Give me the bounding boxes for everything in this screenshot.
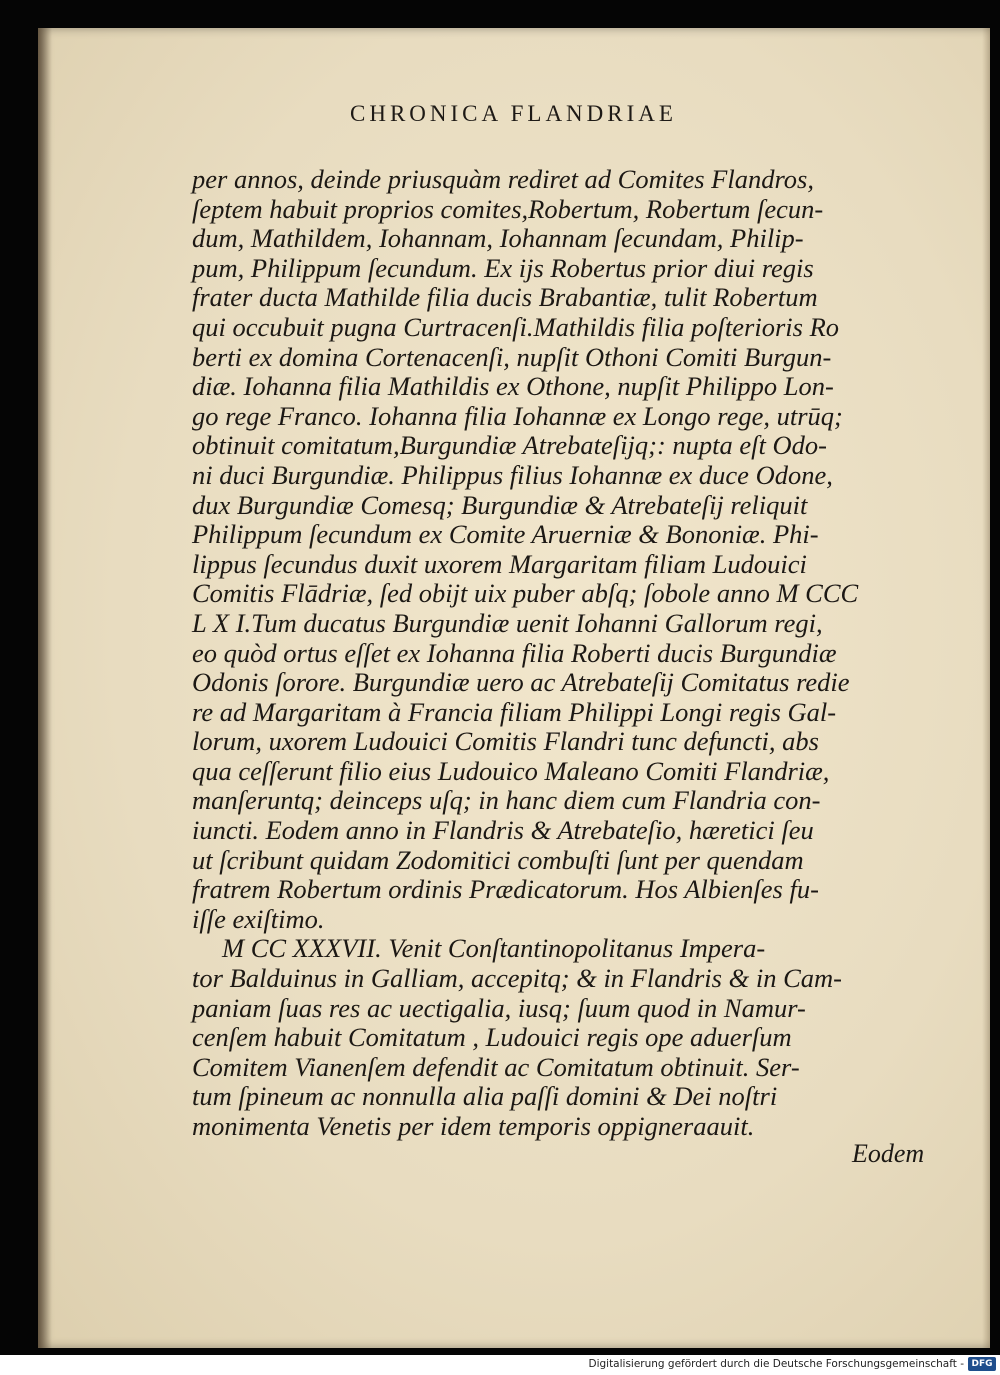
text-line: Comitem Vianenſem defendit ac Comitatum obtinuit. Ser- — [192, 1051, 800, 1082]
text-line: lorum, uxorem Ludouici Comitis Flandri tunc defuncti, abs — [192, 726, 819, 757]
text-line: Philippum ſecundum ex Comite Aruerniæ & Bononiæ. Phi- — [192, 519, 819, 550]
text-line: pum, Philippum ſecundum. Ex ijs Robertus prior diui regis — [192, 252, 814, 283]
page-edge — [982, 28, 990, 1348]
text-line: re ad Margaritam à Francia filiam Philippi Longi regis Gal- — [192, 696, 837, 727]
text-line: cenſem habuit Comitatum , Ludouici regis ope aduerſum — [192, 1022, 792, 1053]
text-line: dum, Mathildem, Iohannam, Iohannam ſecundam, Philip- — [192, 223, 804, 254]
text-line: L X I.Tum ducatus Burgundiæ uenit Iohanni Gallorum regi, — [192, 607, 823, 638]
text-line: tum ſpineum ac nonnulla alia paſſi domini & Dei noſtri — [192, 1081, 778, 1112]
text-line: ni duci Burgundiæ. Philippus filius Iohannæ ex duce Odone, — [192, 459, 833, 490]
text-line: Odonis ſorore. Burgundiæ uero ac Atrebateſij Comitatus redie — [192, 667, 850, 698]
text-line: Comitis Flādriæ, ſed obijt uix puber abſq; ſobole anno M CCC — [192, 578, 859, 609]
running-header: CHRONICA FLANDRIAE — [350, 101, 677, 126]
text-line: go rege Franco. Iohanna filia Iohannæ ex Longo rege, utrūq; — [192, 400, 843, 431]
text-line: diæ. Iohanna filia Mathildis ex Othone, nupſit Philippo Lon- — [192, 371, 834, 402]
text-line: ut ſcribunt quidam Zodomitici combuſti ſunt per quendam — [192, 844, 804, 875]
text-line: obtinuit comitatum,Burgundiæ Atrebateſijq;: nupta eſt Odo- — [192, 430, 827, 461]
text-line: manſeruntq; deinceps uſq; in hanc diem cum Flandria con- — [192, 785, 821, 816]
text-line: frater ducta Mathilde filia ducis Brabantiæ, tulit Robertum — [192, 282, 818, 313]
text-line: fratrem Robertum ordinis Prædicatorum. Hos Albienſes fu- — [192, 874, 819, 905]
text-line: eo quòd ortus eſſet ex Iohanna filia Roberti ducis Burgundiæ — [192, 637, 837, 668]
catchword: Eodem — [852, 1139, 925, 1168]
text-line: iuncti. Eodem anno in Flandris & Atrebateſio, hæretici ſeu — [192, 815, 814, 846]
text-line: per annos, deinde priusquàm rediret ad Comites Flandros, — [192, 164, 814, 194]
text-line: qui occubuit pugna Curtracenſi.Mathildis filia poſterioris Ro — [192, 311, 840, 342]
page-gutter-shadow — [38, 28, 52, 1348]
text-line: dux Burgundiæ Comesq; Burgundiæ & Atrebateſij reliquit — [192, 489, 808, 520]
text-line: paniam ſuas res ac uectigalia, iusq; ſuum quod in Namur- — [192, 992, 806, 1023]
dfg-logo-icon[interactable]: DFG — [968, 1357, 996, 1371]
text-line: qua ceſſerunt filio eius Ludouico Maleano Comiti Flandriæ, — [192, 755, 830, 786]
text-line: iſſe exiſtimo. — [192, 903, 325, 934]
text-line: monimenta Venetis per idem temporis oppigneraauit. — [192, 1111, 755, 1141]
body-text — [192, 165, 952, 1142]
paragraph-start-line: M CC XXXVII. Venit Conſtantinopolitanus Impera- — [222, 933, 766, 964]
funding-credit: Digitalisierung gefördert durch die Deutsche Forschungsgemeinschaft - — [588, 1358, 964, 1370]
text-line: tor Balduinus in Galliam, accepitq; & in Flandris & in Cam- — [192, 963, 842, 994]
text-line: ſeptem habuit proprios comites,Robertum, Robertum ſecun- — [192, 193, 824, 224]
footer-bar — [0, 1355, 1000, 1375]
text-line: berti ex domina Cortenacenſi, nupſit Othoni Comiti Burgun- — [192, 341, 832, 372]
text-line: lippus ſecundus duxit uxorem Margaritam filiam Ludouici — [192, 548, 807, 579]
